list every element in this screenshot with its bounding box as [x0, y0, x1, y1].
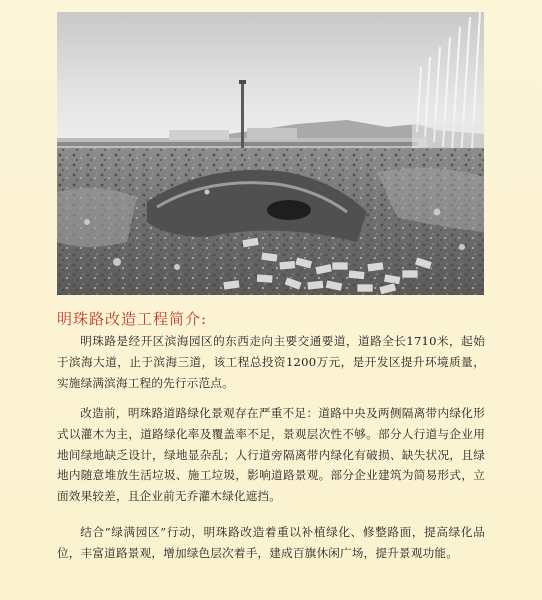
- paragraph-intro: 明珠路是经开区滨海园区的东西走向主要交通要道，道路全长1710米，起始于滨海大道，止于滨海三道，该工程总投资1200万元，是开发区提升环境质量，实施绿满滨海工程的先行示范点。: [57, 334, 485, 390]
- construction-site-photo: [57, 12, 484, 295]
- article-heading: 明珠路改造工程简介:: [57, 310, 208, 328]
- paragraph-before-renovation: 改造前，明珠路道路绿化景观存在严重不足：道路中央及两侧隔离带内绿化形式以灌木为主，道路绿化率及覆盖率不足，景观层次性不够。部分人行道与企业用地间绿地缺乏设计，绿地显杂乱；人行道旁隔离带内绿化有破损、缺失状况，且绿地内随意堆放生活垃圾、施工垃圾，影响道路景观。部分企业建筑为简易形式，立面效果较差，且企业前无乔灌木绿化遮挡。: [57, 406, 485, 504]
- paragraph-renovation-plan: 结合“绿满园区”行动，明珠路改造着重以补植绿化、修整路面，提高绿化品位，丰富道路景观，增加绿色层次着手，建成百旗休闲广场，提升景观功能。: [57, 525, 485, 560]
